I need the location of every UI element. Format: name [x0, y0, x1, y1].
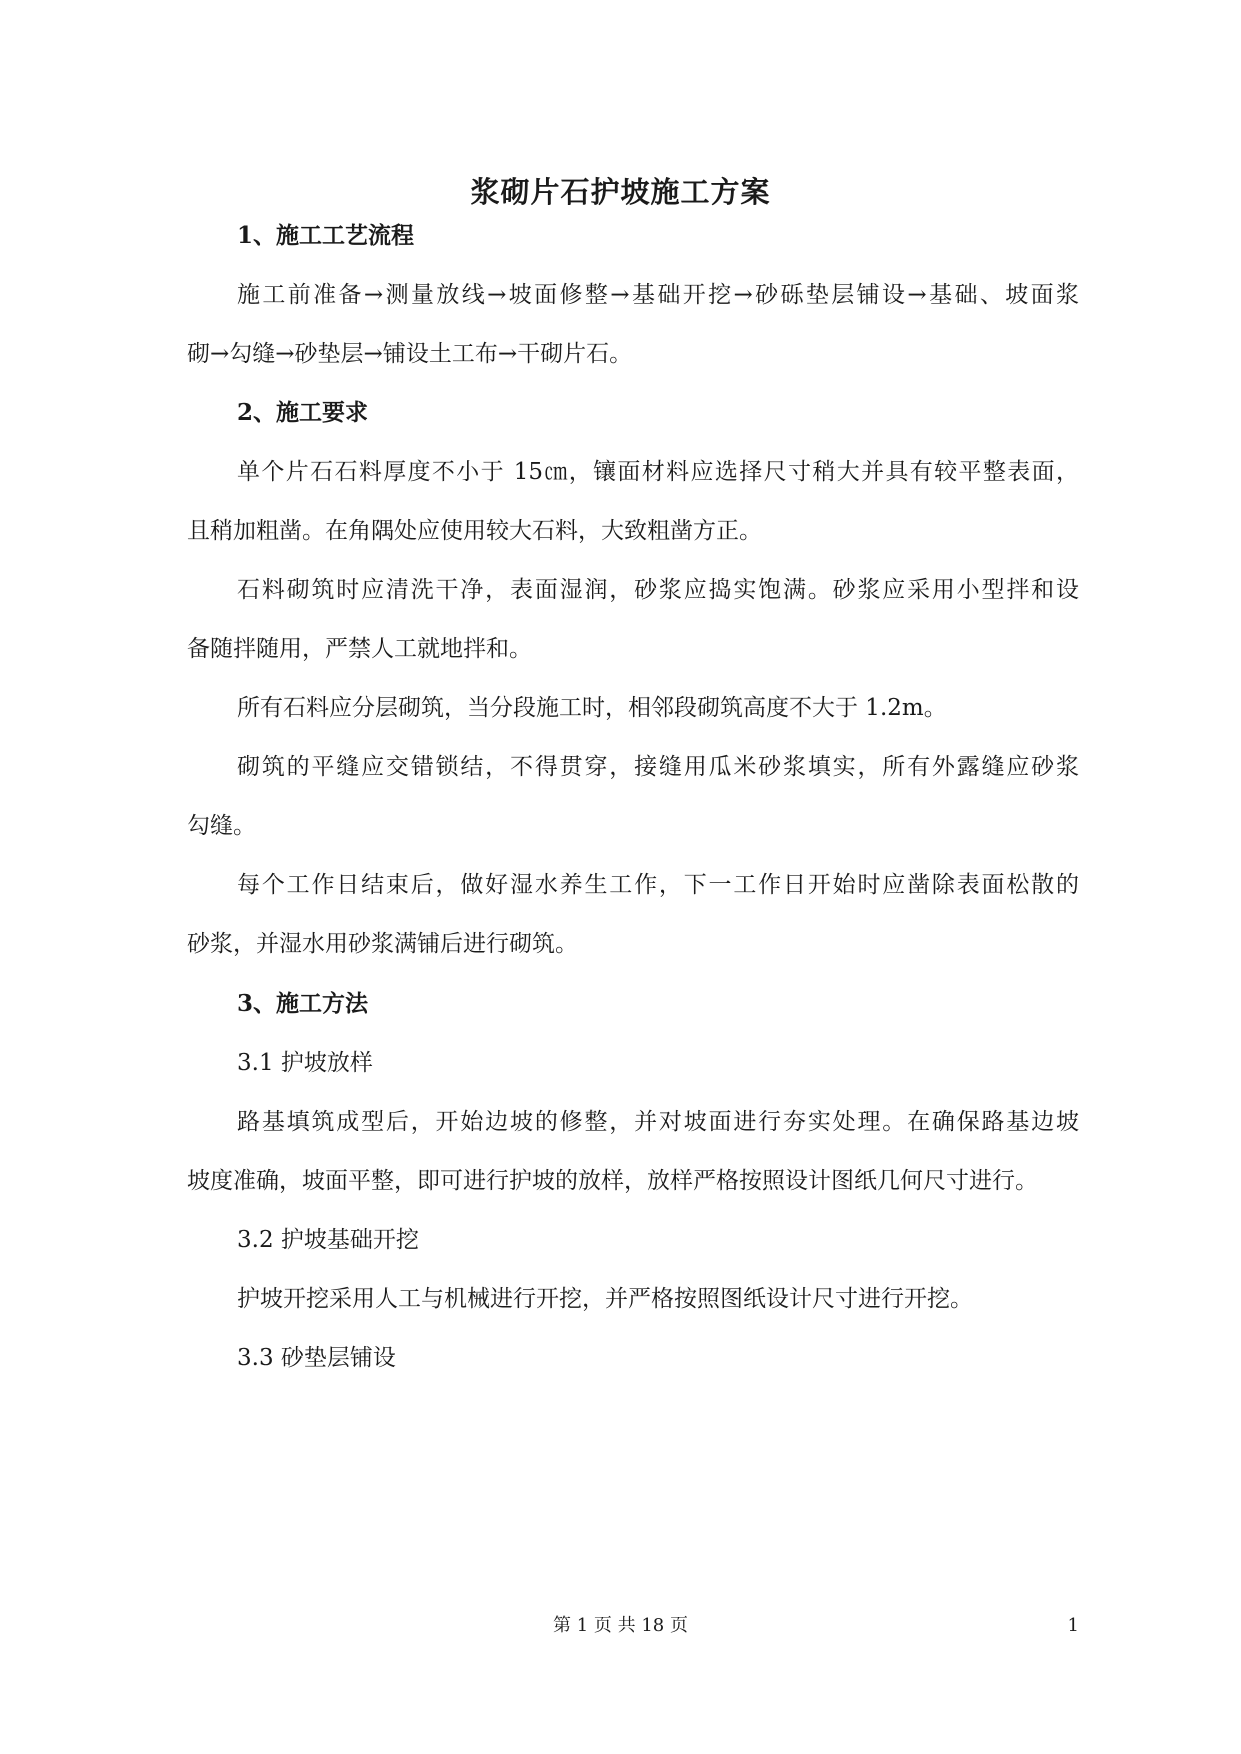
paragraph-line: 单个片石石料厚度不小于 15㎝，镶面材料应选择尺寸稍大并具有较平整表面，: [237, 459, 1079, 485]
paragraph-line: 且稍加粗凿。在角隅处应使用较大石料，大致粗凿方正。: [187, 518, 762, 544]
section-heading-3: 3、施工方法: [237, 990, 369, 1017]
paragraph-line: 砂浆，并湿水用砂浆满铺后进行砌筑。: [187, 931, 578, 957]
page-number: 1: [1067, 1615, 1079, 1636]
paragraph-line: 路基填筑成型后，开始边坡的修整，并对坡面进行夯实处理。在确保路基边坡: [237, 1109, 1079, 1135]
page-footer-label: 第 1 页 共 18 页: [553, 1615, 688, 1636]
subsection-heading-3-1: 3.1 护坡放样: [237, 1050, 373, 1076]
paragraph-line: 砌→勾缝→砂垫层→铺设土工布→干砌片石。: [187, 341, 633, 367]
paragraph-line: 勾缝。: [187, 813, 256, 839]
paragraph-line: 备随拌随用，严禁人工就地拌和。: [187, 636, 532, 662]
section-heading-2: 2、施工要求: [237, 399, 369, 426]
paragraph-line: 护坡开挖采用人工与机械进行开挖，并严格按照图纸设计尺寸进行开挖。: [237, 1286, 973, 1312]
paragraph-line: 砌筑的平缝应交错锁结，不得贯穿，接缝用瓜米砂浆填实，所有外露缝应砂浆: [237, 754, 1079, 780]
paragraph-line: 施工前准备→测量放线→坡面修整→基础开挖→砂砾垫层铺设→基础、坡面浆: [237, 282, 1079, 308]
subsection-heading-3-2: 3.2 护坡基础开挖: [237, 1227, 419, 1253]
subsection-heading-3-3: 3.3 砂垫层铺设: [237, 1345, 396, 1371]
document-title: 浆砌片石护坡施工方案: [470, 175, 771, 209]
section-heading-1: 1、施工工艺流程: [237, 222, 415, 249]
paragraph-line: 坡度准确，坡面平整，即可进行护坡的放样，放样严格按照设计图纸几何尺寸进行。: [187, 1168, 1038, 1194]
paragraph-line: 石料砌筑时应清洗干净，表面湿润，砂浆应捣实饱满。砂浆应采用小型拌和设: [237, 577, 1079, 603]
paragraph-line: 每个工作日结束后，做好湿水养生工作，下一工作日开始时应凿除表面松散的: [237, 872, 1079, 898]
paragraph-line: 所有石料应分层砌筑，当分段施工时，相邻段砌筑高度不大于 1.2m。: [237, 695, 947, 721]
